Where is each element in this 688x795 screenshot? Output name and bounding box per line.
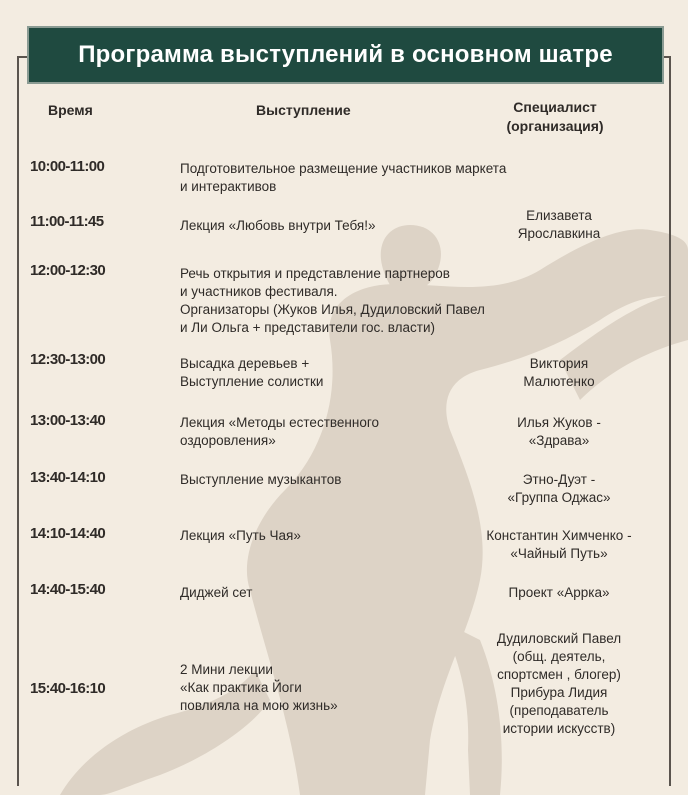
row-performance: Лекция «Путь Чая» (180, 528, 301, 543)
row-specialist: Виктория Малютенко (523, 356, 595, 389)
column-header-performance: Выступление (256, 102, 351, 118)
row-time: 14:10-14:40 (30, 525, 106, 542)
row-performance: Подготовительное размещение участников маркета и интерактивов (180, 161, 507, 194)
row-time: 13:00-13:40 (30, 412, 106, 429)
row-time: 10:00-11:00 (30, 158, 105, 175)
row-performance: Лекция «Методы естественного оздоровления» (180, 415, 379, 448)
row-specialist: Елизавета Ярославкина (517, 208, 601, 241)
row-specialist: Илья Жуков - «Здрава» (517, 415, 601, 448)
title-banner (27, 26, 664, 84)
row-performance: Высадка деревьев + Выступление солистки (180, 356, 324, 389)
row-performance: Лекция «Любовь внутри Тебя!» (180, 218, 376, 233)
row-performance: 2 Мини лекции «Как практика Йоги повлияла на мою жизнь» (180, 662, 338, 713)
page-title: Программа выступлений в основном шатре (78, 41, 613, 68)
row-specialist: Дудиловский Павел (общ. деятель, спортсмен , блогер) Прибура Лидия (преподаватель истории искусств) (496, 631, 622, 736)
row-performance: Выступление музыкантов (180, 472, 342, 487)
row-performance: Речь открытия и представление партнеров и участников фестиваля. Организаторы (Жуков Илья, Дудиловский Павел и Ли Ольга + представители гос. власти) (180, 266, 485, 335)
column-header-time: Время (48, 102, 93, 118)
row-specialist: Константин Химченко - «Чайный Путь» (486, 528, 632, 561)
row-time: 12:30-13:00 (30, 351, 106, 368)
column-header-specialist: Специалист (организация) (506, 99, 604, 134)
row-time: 14:40-15:40 (30, 581, 106, 598)
row-time: 15:40-16:10 (30, 680, 106, 697)
row-specialist: Проект «Аррка» (508, 585, 610, 600)
row-performance: Диджей сет (180, 585, 253, 600)
row-time: 13:40-14:10 (30, 469, 106, 486)
row-time: 12:00-12:30 (30, 262, 106, 279)
row-specialist: Этно-Дуэт - «Группа Оджас» (507, 472, 611, 505)
row-time: 11:00-11:45 (30, 213, 104, 230)
